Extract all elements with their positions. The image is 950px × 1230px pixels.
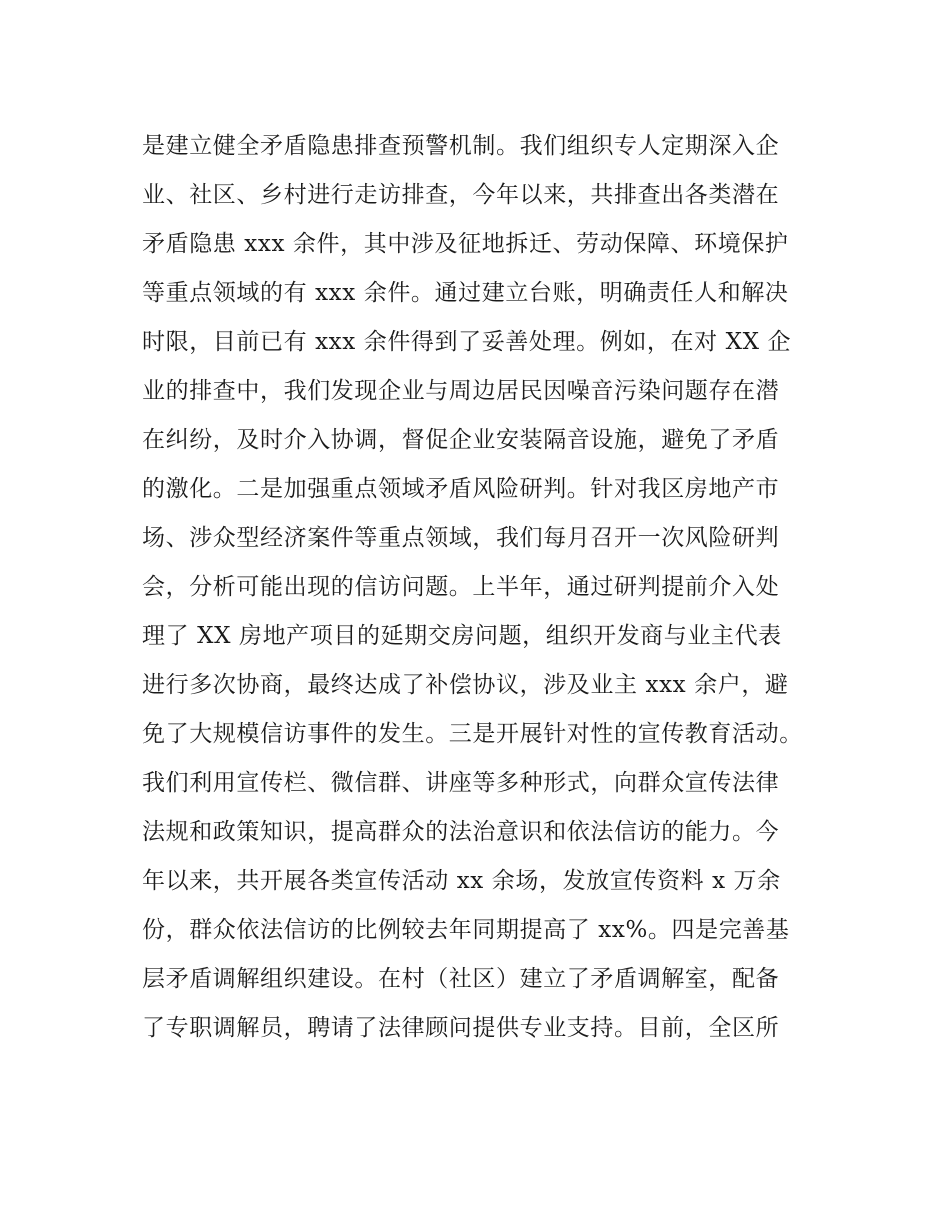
text-line: 矛盾隐患 xxx 余件，其中涉及征地拆迁、劳动保障、环境保护 bbox=[142, 231, 789, 257]
text-line: 层矛盾调解组织建设。在村（社区）建立了矛盾调解室，配备 bbox=[142, 966, 780, 992]
text-line: 场、涉众型经济案件等重点领域，我们每月召开一次风险研判 bbox=[142, 525, 780, 551]
text-line: 理了 XX 房地产项目的延期交房问题，组织开发商与业主代表 bbox=[142, 623, 782, 649]
text-line: 免了大规模信访事件的发生。三是开展针对性的宣传教育活动。 bbox=[142, 721, 803, 747]
text-line: 法规和政策知识，提高群众的法治意识和依法信访的能力。今 bbox=[142, 819, 780, 845]
text-line: 业、社区、乡村进行走访排查，今年以来，共排查出各类潜在 bbox=[142, 182, 780, 208]
text-line: 等重点领域的有 xxx 余件。通过建立台账，明确责任人和解决 bbox=[142, 280, 789, 306]
text-line: 的激化。二是加强重点领域矛盾风险研判。针对我区房地产市 bbox=[142, 476, 780, 502]
text-line: 时限，目前已有 xxx 余件得到了妥善处理。例如，在对 XX 企 bbox=[142, 329, 792, 355]
text-line: 我们利用宣传栏、微信群、讲座等多种形式，向群众宣传法律 bbox=[142, 770, 780, 796]
text-line: 进行多次协商，最终达成了补偿协议，涉及业主 xxx 余户，避 bbox=[142, 672, 789, 698]
text-line: 在纠纷，及时介入协调，督促企业安装隔音设施，避免了矛盾 bbox=[142, 427, 780, 453]
text-line: 业的排查中，我们发现企业与周边居民因噪音污染问题存在潜 bbox=[142, 378, 780, 404]
text-line: 了专职调解员，聘请了法律顾问提供专业支持。目前，全区所 bbox=[142, 1015, 780, 1041]
text-line: 份，群众依法信访的比例较去年同期提高了 xx%。四是完善基 bbox=[142, 917, 790, 943]
text-line: 是建立健全矛盾隐患排查预警机制。我们组织专人定期深入企 bbox=[142, 133, 780, 159]
text-line: 会，分析可能出现的信访问题。上半年，通过研判提前介入处 bbox=[142, 574, 780, 600]
body-paragraph bbox=[142, 122, 842, 1053]
text-line: 年以来，共开展各类宣传活动 xx 余场，发放宣传资料 x 万余 bbox=[142, 868, 781, 894]
